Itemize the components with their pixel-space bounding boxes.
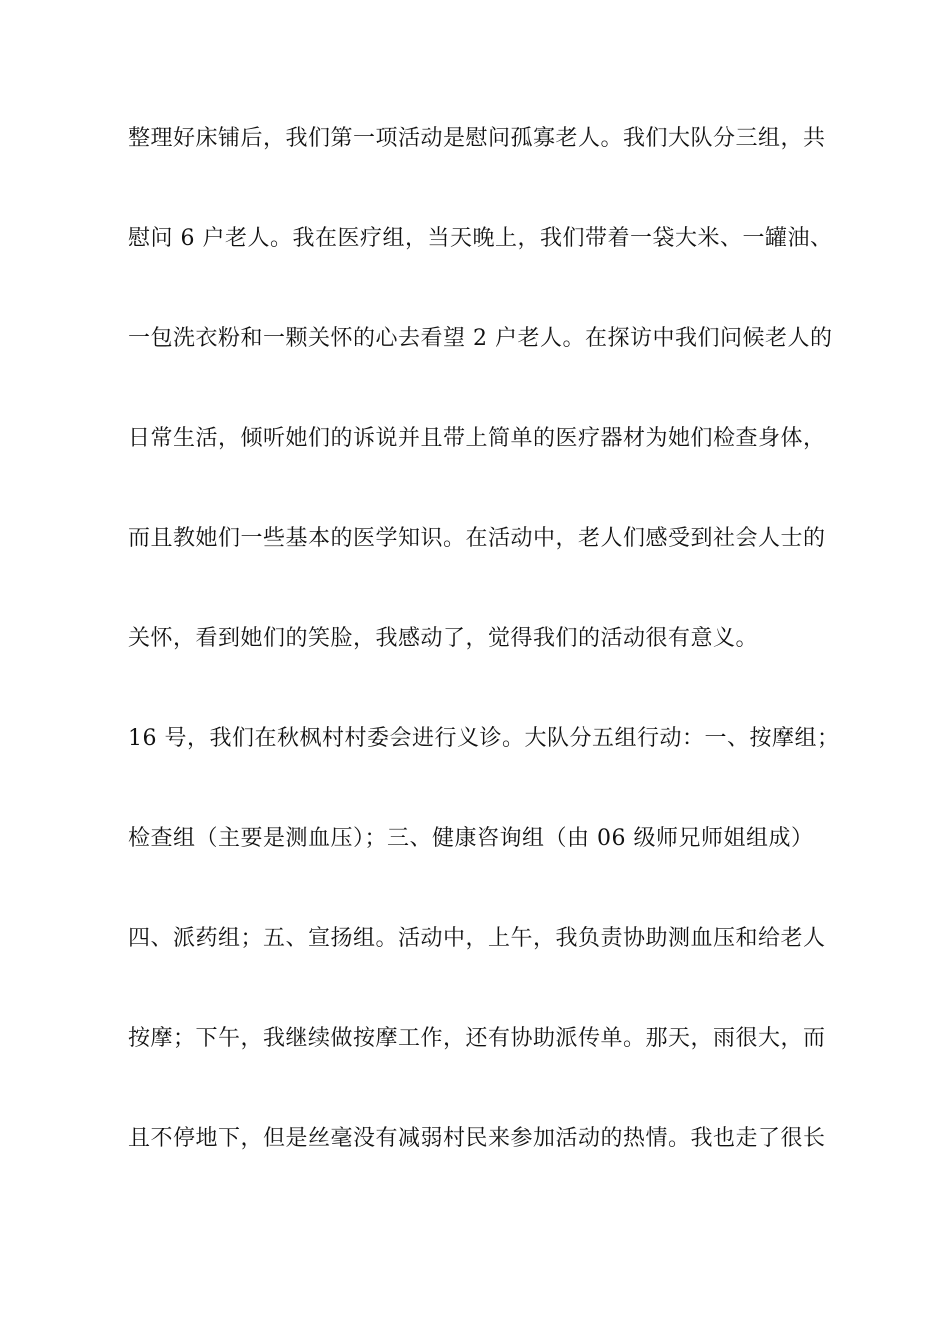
text-line: 一包洗衣粉和一颗关怀的心去看望 2 户老人。在探访中我们问候老人的 [128,326,833,351]
text-line: 16 号，我们在秋枫村村委会进行义诊。大队分五组行动：一、按摩组； [128,726,840,751]
text-line: 按摩；下午，我继续做按摩工作，还有协助派传单。那天，雨很大，而 [128,1026,826,1051]
text-line: 关怀，看到她们的笑脸，我感动了，觉得我们的活动很有意义。 [128,626,759,651]
text-line: 日常生活，倾听她们的诉说并且带上简单的医疗器材为她们检查身体， [128,426,826,451]
text-line: 慰问 6 户老人。我在医疗组，当天晚上，我们带着一袋大米、一罐油、 [128,226,833,251]
text-line: 四、派药组；五、宣扬组。活动中，上午，我负责协助测血压和给老人 [128,926,826,951]
text-line: 而且教她们一些基本的医学知识。在活动中，老人们感受到社会人士的 [128,526,826,551]
text-line: 且不停地下，但是丝毫没有减弱村民来参加活动的热情。我也走了很长 [128,1126,826,1151]
text-line: 整理好床铺后，我们第一项活动是慰问孤寡老人。我们大队分三组，共 [128,126,826,151]
document-body [128,117,840,1217]
text-line: 检查组（主要是测血压）；三、健康咨询组（由 06 级师兄师姐组成） [128,826,814,851]
